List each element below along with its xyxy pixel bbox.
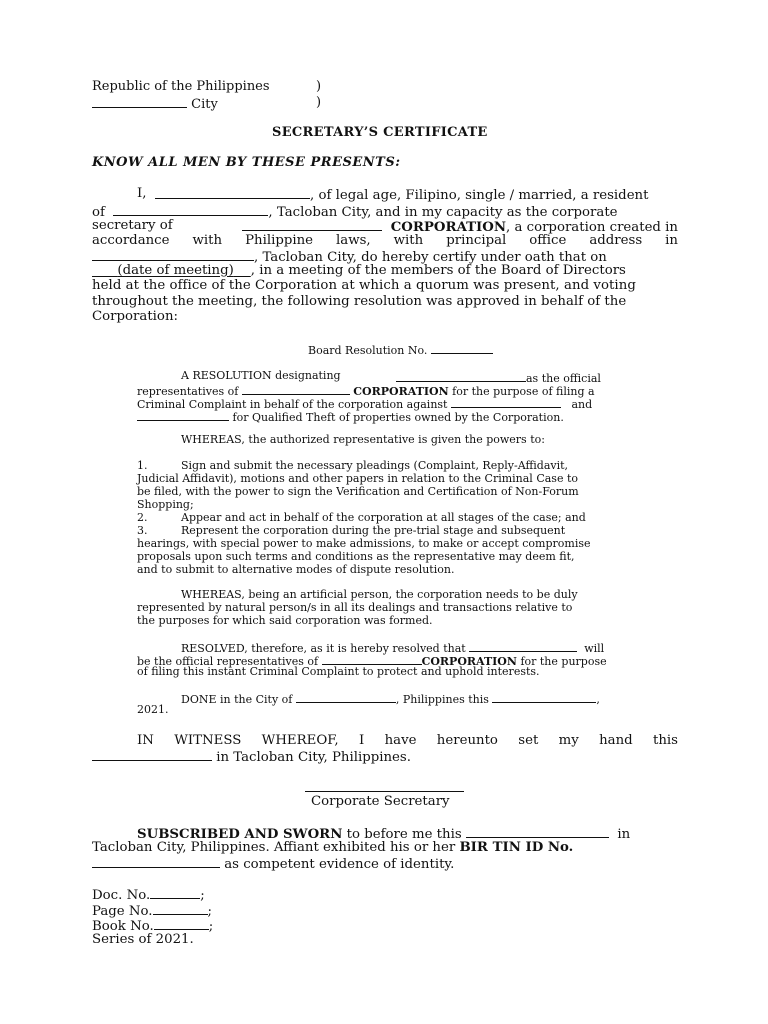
res-p1-l1: as the official (396, 369, 601, 385)
item-2-num: 2. (137, 511, 148, 524)
doc-no-blank (150, 886, 200, 899)
res-corp-blank (242, 382, 350, 395)
paren-2: ) (316, 95, 322, 110)
res-p1-l1a: A RESOLUTION designating (181, 369, 341, 382)
board-resolution-number: Board Resolution No. (308, 341, 493, 357)
res-p4-line-1: RESOLVED, therefore, as it is hereby resolved that will (181, 639, 604, 655)
intro-line-4: accordance with Philippine laws, with principal office address in (92, 233, 678, 248)
intro-line-1: , of legal age, Filipino, single / married, a resident (155, 186, 648, 203)
item-1-line-1: Sign and submit the necessary pleadings (Complaint, Reply-Affidavit, (181, 459, 569, 472)
item-1-num: 1. (137, 459, 148, 472)
item-2-line-1: Appear and act in behalf of the corporation at all stages of the case; and (181, 511, 586, 524)
res-p5-line-1: DONE in the City of , Philippines this , (181, 690, 600, 706)
jurat-line-1: SUBSCRIBED AND SWORN to before me this in (137, 827, 631, 842)
item-1-line-2: Judicial Affidavit), motions and other papers in relation to the Criminal Case to (137, 472, 578, 485)
representative-blank (469, 639, 577, 652)
intro-line-7: held at the office of the Corporation at which a quorum was present, and voting (92, 278, 636, 293)
res-p4-line-2: be the official representatives of CORPORATION for the purpose (137, 652, 607, 668)
intro-line-3: secretary of CORPORATION, a corporation created in (92, 218, 678, 235)
item-3-num: 3. (137, 524, 148, 537)
designee-blank (396, 369, 526, 382)
resolution-no-blank (431, 341, 493, 354)
item-3-line-4: and to submit to alternative modes of dispute resolution. (137, 563, 455, 576)
date-of-meeting-blank: (date of meeting) (117, 263, 234, 278)
jurat-line-2: Tacloban City, Philippines. Affiant exhibited his or her BIR TIN ID No. (92, 840, 574, 855)
know-all-men: KNOW ALL MEN BY THESE PRESENTS: (92, 155, 401, 170)
witness-line-1: IN WITNESS WHEREOF, I have hereunto set my hand this (137, 733, 678, 748)
res-p5-line-2: 2021. (137, 703, 169, 716)
paren-1: ) (316, 79, 322, 94)
witness-date-blank (92, 748, 212, 761)
res-p3-line-1: WHEREAS, being an artificial person, the corporation needs to be duly (181, 588, 578, 601)
jurat-line-3: as competent evidence of identity. (92, 855, 454, 872)
intro-line-8: throughout the meeting, the following resolution was approved in behalf of the (92, 294, 627, 309)
book-no-line: Book No. ; (92, 919, 214, 934)
item-1-line-4: Shopping; (137, 498, 194, 511)
page-no-line: Page No. ; (92, 904, 213, 919)
residence-blank (113, 203, 268, 216)
tin-blank (92, 855, 220, 868)
republic-line: Republic of the Philippines (92, 79, 270, 94)
document-title: SECRETARY’S CERTIFICATE (272, 125, 488, 140)
intro-line-5: , Tacloban City, do hereby certify under oath that on (92, 248, 607, 265)
series-line: Series of 2021. (92, 932, 194, 947)
intro-line-2: of , Tacloban City, and in my capacity as the corporate (92, 205, 618, 220)
witness-line-2: in Tacloban City, Philippines. (92, 748, 411, 765)
res-p1-l2: representatives of CORPORATION for the purpose of filing a (137, 382, 595, 398)
book-no-blank (154, 917, 209, 930)
res-p4-line-3: of filing this instant Criminal Complaint to protect and uphold interests. (137, 665, 540, 678)
name-blank (155, 186, 310, 199)
res-p1-l4: for Qualified Theft of properties owned by the Corporation. (137, 408, 564, 424)
res-p2: WHEREAS, the authorized representative is given the powers to: (181, 433, 545, 446)
done-date-blank (492, 690, 596, 703)
accused-blank (451, 395, 561, 408)
intro-line-9: Corporation: (92, 309, 178, 324)
jurat-date-blank (466, 825, 609, 838)
done-city-blank (296, 690, 396, 703)
intro-line-1a: I, (137, 186, 147, 201)
res-corp-blank-2 (322, 652, 422, 665)
item-1-line-3: be filed, with the power to sign the Verification and Certification of Non-Forum (137, 485, 579, 498)
signature-line (305, 791, 464, 792)
res-p1-l3: Criminal Complaint in behalf of the corporation against and (137, 395, 592, 411)
intro-line-6: (date of meeting) , in a meeting of the members of the Board of Directors (92, 263, 626, 278)
corporate-secretary-label: Corporate Secretary (311, 794, 450, 809)
city-blank (92, 95, 187, 108)
item-3-line-1: Represent the corporation during the pre-trial stage and subsequent (181, 524, 566, 537)
city-line: City (92, 95, 218, 112)
item-3-line-3: proposals upon such terms and conditions as the representative may deem fit, (137, 550, 575, 563)
res-p3-line-3: the purposes for which said corporation was formed. (137, 614, 433, 627)
corp-blank (242, 218, 382, 231)
page-no-blank (153, 902, 208, 915)
item-3-line-2: hearings, with special power to make admissions, to make or accept compromise (137, 537, 591, 550)
res-p3-line-2: represented by natural person/s in all its dealings and transactions relative to (137, 601, 573, 614)
doc-no-line: Doc. No. ; (92, 888, 205, 903)
address-blank (92, 248, 254, 261)
accused-blank-2 (137, 408, 229, 421)
